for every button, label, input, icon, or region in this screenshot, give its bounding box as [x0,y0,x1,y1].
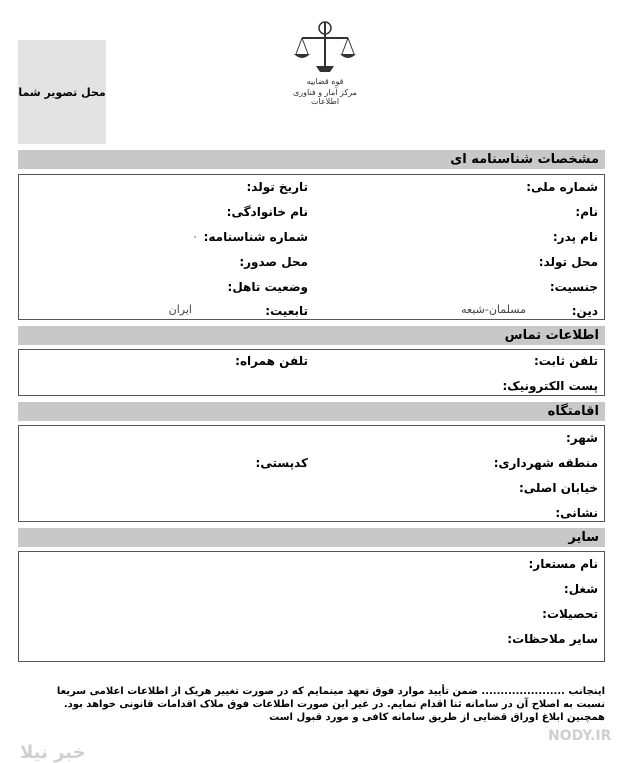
section-residence-header [18,402,605,421]
declaration-text [30,685,605,724]
section-contact-title: اطلاعات تماس [504,328,599,343]
marital-status-label: وضعیت تاهل: [227,280,308,294]
national-id-label: شماره ملی: [526,180,598,194]
birth-place-label: محل تولد: [538,255,598,269]
section-other-header [18,528,605,547]
photo-label: محل تصویر شما [18,85,106,99]
city-label: شهر: [566,431,598,445]
section-identity-header [18,150,605,169]
religion-value: مسلمان-شیعه [461,303,526,316]
postal-code-label: کدپستی: [255,456,308,470]
father-name-label: نام پدر: [552,230,598,244]
gender-label: جنسیت: [549,280,598,294]
last-name-label: نام خانوادگی: [226,205,308,219]
notes-label: سایر ملاحظات: [507,632,598,646]
photo-placeholder [18,40,106,144]
address-label: نشانی: [555,506,598,520]
residence-box [18,425,605,522]
issue-place-label: محل صدور: [239,255,308,269]
id-number-value: ۰ [192,230,198,243]
birth-date-label: تاریخ تولد: [246,180,308,194]
landline-label: تلفن ثابت: [533,354,598,368]
education-label: تحصیلات: [542,607,598,621]
id-number-label: شماره شناسنامه: [203,230,308,244]
section-residence-title: اقامتگاه [547,404,599,419]
declaration-line-2: نسبت به اصلاح آن در سامانه ثنا اقدام نمایم. در غیر این صورت اطلاعات فوق ملاک اقدامات قانونی خواهد بود. [63,699,605,710]
declaration-line-3: همچنین ابلاغ اوراق قضایی از طریق سامانه کافی و مورد قبول است [269,712,605,723]
religion-label: دین: [571,304,598,318]
section-other-title: سایر [568,530,599,545]
watermark-right: NODY.IR [548,728,612,744]
email-label: پست الکترونیک: [502,379,598,393]
declaration-line-1: اینجانب ...................... ضمن تأیید موارد فوق تعهد مینمایم که در صورت تغییر هریک از اطلاعات اعلامی سریعا [56,686,605,697]
scales-of-justice-icon [280,18,370,88]
section-identity-title: مشخصات شناسنامه ای [450,152,599,167]
main-street-label: خیابان اصلی: [518,481,598,495]
watermark-left: خبر نیلا [20,742,86,763]
nationality-label: تابعیت: [265,304,308,318]
district-label: منطقه شهرداری: [493,456,598,470]
section-contact-header [18,326,605,345]
logo-title: قوه قضاییه [306,77,344,86]
logo-subtitle: مرکز آمار و فناوری اطلاعات [293,88,357,106]
identity-box [18,174,605,320]
first-name-label: نام: [575,205,598,219]
job-label: شغل: [563,582,598,596]
nationality-value: ایران [168,303,192,316]
mobile-label: تلفن همراه: [235,354,308,368]
alias-label: نام مستعار: [528,557,598,571]
